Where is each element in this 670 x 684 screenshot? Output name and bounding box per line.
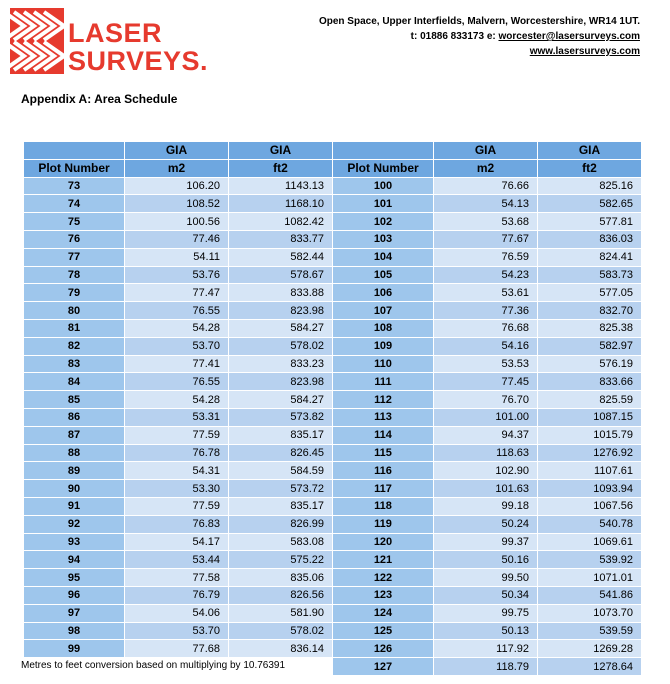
area-ft2-cell: 540.78	[538, 515, 642, 533]
area-m2-cell: 77.59	[125, 426, 229, 444]
area-m2-cell: 76.79	[125, 586, 229, 604]
area-ft2-cell: 578.67	[229, 266, 333, 284]
area-ft2-cell: 578.02	[229, 622, 333, 640]
plot-number-cell: 106	[333, 284, 434, 302]
area-m2-cell: 53.70	[125, 622, 229, 640]
area-m2-cell: 54.16	[434, 337, 538, 355]
area-m2-cell: 101.63	[434, 480, 538, 498]
area-m2-cell: 102.90	[434, 462, 538, 480]
area-ft2-cell: 539.92	[538, 551, 642, 569]
plot-number-cell: 74	[24, 195, 125, 213]
area-m2-cell: 77.59	[125, 497, 229, 515]
column-header: GIA	[434, 142, 538, 160]
area-m2-cell: 77.68	[125, 640, 229, 658]
area-ft2-cell: 1143.13	[229, 177, 333, 195]
plot-number-cell: 112	[333, 391, 434, 409]
area-ft2-cell: 539.59	[538, 622, 642, 640]
area-m2-cell: 76.59	[434, 248, 538, 266]
column-header: ft2	[538, 159, 642, 177]
plot-number-cell: 80	[24, 302, 125, 320]
plot-number-cell: 99	[24, 640, 125, 658]
area-ft2-cell: 1269.28	[538, 640, 642, 658]
table-row	[24, 497, 642, 515]
plot-number-cell: 113	[333, 408, 434, 426]
area-m2-cell: 53.30	[125, 480, 229, 498]
area-ft2-cell: 1087.15	[538, 408, 642, 426]
plot-number-cell: 75	[24, 213, 125, 231]
plot-number-cell: 120	[333, 533, 434, 551]
area-ft2-cell: 575.22	[229, 551, 333, 569]
area-m2-cell: 50.34	[434, 586, 538, 604]
plot-number-cell: 104	[333, 248, 434, 266]
plot-number-cell: 115	[333, 444, 434, 462]
area-m2-cell: 54.06	[125, 604, 229, 622]
area-m2-cell: 76.78	[125, 444, 229, 462]
column-header	[24, 142, 125, 160]
area-m2-cell: 53.53	[434, 355, 538, 373]
table-row	[24, 302, 642, 320]
area-m2-cell: 99.18	[434, 497, 538, 515]
plot-number-cell: 78	[24, 266, 125, 284]
plot-number-cell: 116	[333, 462, 434, 480]
plot-number-cell: 91	[24, 497, 125, 515]
company-logo	[10, 8, 209, 80]
table-row	[24, 640, 642, 658]
table-row	[24, 213, 642, 231]
table-row	[24, 391, 642, 409]
plot-number-cell: 93	[24, 533, 125, 551]
area-m2-cell: 76.55	[125, 373, 229, 391]
table-header-row	[24, 159, 642, 177]
plot-number-cell: 98	[24, 622, 125, 640]
plot-number-cell: 126	[333, 640, 434, 658]
area-m2-cell: 100.56	[125, 213, 229, 231]
table-row	[24, 408, 642, 426]
table-row	[24, 373, 642, 391]
area-ft2-cell: 1069.61	[538, 533, 642, 551]
column-header: GIA	[538, 142, 642, 160]
column-header: GIA	[125, 142, 229, 160]
area-m2-cell: 54.28	[125, 391, 229, 409]
plot-number-cell: 119	[333, 515, 434, 533]
area-ft2-cell: 833.23	[229, 355, 333, 373]
table-row	[24, 515, 642, 533]
plot-number-cell: 107	[333, 302, 434, 320]
area-m2-cell: 108.52	[125, 195, 229, 213]
plot-number-cell: 95	[24, 569, 125, 587]
table-row	[24, 569, 642, 587]
table-row	[24, 230, 642, 248]
area-ft2-cell: 577.05	[538, 284, 642, 302]
plot-number-cell: 111	[333, 373, 434, 391]
plot-number-cell: 102	[333, 213, 434, 231]
area-m2-cell: 77.46	[125, 230, 229, 248]
area-m2-cell: 99.37	[434, 533, 538, 551]
logo-chevron-icon	[10, 8, 64, 74]
area-ft2-cell: 823.98	[229, 373, 333, 391]
area-m2-cell: 53.68	[434, 213, 538, 231]
area-ft2-cell: 1093.94	[538, 480, 642, 498]
area-ft2-cell: 1071.01	[538, 569, 642, 587]
column-header: m2	[434, 159, 538, 177]
plot-number-cell: 76	[24, 230, 125, 248]
area-m2-cell: 76.66	[434, 177, 538, 195]
plot-number-cell: 86	[24, 408, 125, 426]
area-schedule-table	[23, 141, 642, 676]
area-ft2-cell: 577.81	[538, 213, 642, 231]
area-ft2-cell: 824.41	[538, 248, 642, 266]
plot-number-cell: 90	[24, 480, 125, 498]
plot-number-cell: 94	[24, 551, 125, 569]
table-row	[24, 604, 642, 622]
area-m2-cell: 77.67	[434, 230, 538, 248]
area-ft2-cell: 583.08	[229, 533, 333, 551]
column-header: Plot Number	[333, 159, 434, 177]
column-header	[333, 142, 434, 160]
plot-number-cell: 108	[333, 319, 434, 337]
plot-number-cell: 109	[333, 337, 434, 355]
table-row	[24, 355, 642, 373]
contact-line	[319, 29, 640, 44]
table-row	[24, 622, 642, 640]
area-m2-cell: 54.11	[125, 248, 229, 266]
table-row	[24, 533, 642, 551]
area-ft2-cell: 541.86	[538, 586, 642, 604]
area-ft2-cell: 578.02	[229, 337, 333, 355]
area-ft2-cell: 584.27	[229, 319, 333, 337]
column-header: GIA	[229, 142, 333, 160]
plot-number-cell: 127	[333, 658, 434, 676]
column-header: m2	[125, 159, 229, 177]
plot-number-cell: 122	[333, 569, 434, 587]
column-header: Plot Number	[24, 159, 125, 177]
area-ft2-cell: 581.90	[229, 604, 333, 622]
area-m2-cell: 77.58	[125, 569, 229, 587]
plot-number-cell: 114	[333, 426, 434, 444]
area-m2-cell: 53.76	[125, 266, 229, 284]
area-m2-cell: 94.37	[434, 426, 538, 444]
plot-number-cell: 105	[333, 266, 434, 284]
plot-number-cell: 118	[333, 497, 434, 515]
page-title: Appendix A: Area Schedule	[21, 92, 178, 106]
area-ft2-cell: 1276.92	[538, 444, 642, 462]
area-m2-cell: 101.00	[434, 408, 538, 426]
column-header: ft2	[229, 159, 333, 177]
logo-text-line1: LASER	[68, 18, 163, 48]
area-m2-cell: 54.23	[434, 266, 538, 284]
logo-text-line2: SURVEYS.	[68, 46, 209, 76]
table-row	[24, 284, 642, 302]
plot-number-cell: 121	[333, 551, 434, 569]
table-row	[24, 480, 642, 498]
area-m2-cell: 53.44	[125, 551, 229, 569]
area-ft2-cell: 835.06	[229, 569, 333, 587]
area-ft2-cell: 573.82	[229, 408, 333, 426]
area-ft2-cell: 826.56	[229, 586, 333, 604]
area-m2-cell: 77.41	[125, 355, 229, 373]
area-m2-cell: 54.31	[125, 462, 229, 480]
area-m2-cell: 76.70	[434, 391, 538, 409]
area-m2-cell: 54.13	[434, 195, 538, 213]
area-m2-cell: 117.92	[434, 640, 538, 658]
plot-number-cell: 87	[24, 426, 125, 444]
plot-number-cell: 81	[24, 319, 125, 337]
area-m2-cell: 54.17	[125, 533, 229, 551]
plot-number-cell: 82	[24, 337, 125, 355]
plot-number-cell: 84	[24, 373, 125, 391]
plot-number-cell: 88	[24, 444, 125, 462]
area-ft2-cell: 833.88	[229, 284, 333, 302]
table-row	[24, 551, 642, 569]
area-ft2-cell: 1067.56	[538, 497, 642, 515]
table-header-row	[24, 142, 642, 160]
area-m2-cell: 53.70	[125, 337, 229, 355]
plot-number-cell: 77	[24, 248, 125, 266]
area-ft2-cell: 836.14	[229, 640, 333, 658]
area-m2-cell: 54.28	[125, 319, 229, 337]
area-m2-cell: 53.61	[434, 284, 538, 302]
area-ft2-cell: 825.59	[538, 391, 642, 409]
area-m2-cell: 118.79	[434, 658, 538, 676]
area-m2-cell: 76.68	[434, 319, 538, 337]
area-ft2-cell: 582.65	[538, 195, 642, 213]
plot-number-cell: 124	[333, 604, 434, 622]
area-ft2-cell: 1015.79	[538, 426, 642, 444]
area-m2-cell: 106.20	[125, 177, 229, 195]
table-row	[24, 586, 642, 604]
area-ft2-cell: 582.44	[229, 248, 333, 266]
area-ft2-cell: 582.97	[538, 337, 642, 355]
table-row	[24, 248, 642, 266]
plot-number-cell: 73	[24, 177, 125, 195]
area-ft2-cell: 826.45	[229, 444, 333, 462]
email-link[interactable]: worcester@lasersurveys.com	[498, 31, 640, 42]
area-ft2-cell: 584.59	[229, 462, 333, 480]
plot-number-cell: 101	[333, 195, 434, 213]
area-m2-cell: 99.75	[434, 604, 538, 622]
table-row	[24, 462, 642, 480]
area-ft2-cell: 823.98	[229, 302, 333, 320]
area-ft2-cell: 836.03	[538, 230, 642, 248]
area-ft2-cell: 826.99	[229, 515, 333, 533]
area-ft2-cell: 1082.42	[229, 213, 333, 231]
area-ft2-cell: 1107.61	[538, 462, 642, 480]
area-ft2-cell: 584.27	[229, 391, 333, 409]
company-address: Open Space, Upper Interfields, Malvern, Worcestershire, WR14 1UT.	[318, 16, 640, 27]
website-link[interactable]: www.lasersurveys.com	[529, 46, 640, 57]
area-m2-cell: 53.31	[125, 408, 229, 426]
area-m2-cell: 50.24	[434, 515, 538, 533]
plot-number-cell: 117	[333, 480, 434, 498]
plot-number-cell: 92	[24, 515, 125, 533]
conversion-footnote: Metres to feet conversion based on multiplying by 10.76391	[21, 660, 286, 671]
plot-number-cell: 89	[24, 462, 125, 480]
area-m2-cell: 76.83	[125, 515, 229, 533]
plot-number-cell: 103	[333, 230, 434, 248]
area-m2-cell: 118.63	[434, 444, 538, 462]
table-row	[24, 177, 642, 195]
table-row	[24, 444, 642, 462]
table-row	[24, 426, 642, 444]
plot-number-cell: 83	[24, 355, 125, 373]
area-ft2-cell: 832.70	[538, 302, 642, 320]
area-ft2-cell: 825.38	[538, 319, 642, 337]
area-m2-cell: 50.13	[434, 622, 538, 640]
area-m2-cell: 50.16	[434, 551, 538, 569]
area-ft2-cell: 833.77	[229, 230, 333, 248]
plot-number-cell: 123	[333, 586, 434, 604]
plot-number-cell: 125	[333, 622, 434, 640]
company-contact	[319, 14, 640, 59]
phone-text: t: 01886 833173 e:	[410, 31, 499, 42]
area-ft2-cell: 835.17	[229, 497, 333, 515]
area-ft2-cell: 583.73	[538, 266, 642, 284]
area-m2-cell: 77.36	[434, 302, 538, 320]
area-m2-cell: 76.55	[125, 302, 229, 320]
area-ft2-cell: 1073.70	[538, 604, 642, 622]
area-ft2-cell: 1168.10	[229, 195, 333, 213]
area-ft2-cell: 835.17	[229, 426, 333, 444]
table-row	[24, 195, 642, 213]
plot-number-cell: 100	[333, 177, 434, 195]
area-m2-cell: 77.45	[434, 373, 538, 391]
area-ft2-cell: 1278.64	[538, 658, 642, 676]
table-row	[24, 266, 642, 284]
area-m2-cell: 77.47	[125, 284, 229, 302]
plot-number-cell: 96	[24, 586, 125, 604]
area-ft2-cell: 576.19	[538, 355, 642, 373]
area-m2-cell: 99.50	[434, 569, 538, 587]
plot-number-cell: 79	[24, 284, 125, 302]
plot-number-cell: 110	[333, 355, 434, 373]
plot-number-cell: 97	[24, 604, 125, 622]
table-row	[24, 319, 642, 337]
area-ft2-cell: 833.66	[538, 373, 642, 391]
table-row	[24, 337, 642, 355]
area-ft2-cell: 825.16	[538, 177, 642, 195]
plot-number-cell: 85	[24, 391, 125, 409]
area-ft2-cell: 573.72	[229, 480, 333, 498]
